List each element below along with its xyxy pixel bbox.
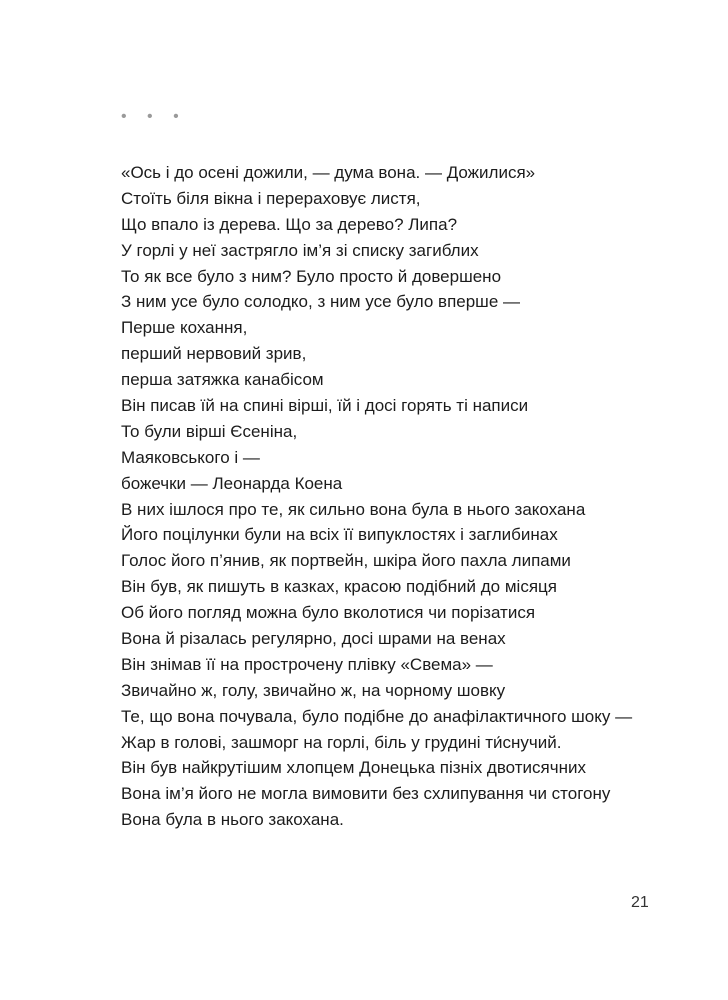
poem-line: «Ось і до осені дожили, — дума вона. — Дожилися»: [121, 163, 536, 182]
poem-line: перша затяжка канабісом: [121, 370, 324, 390]
poem-line: перший нервовий зрив,: [121, 344, 307, 364]
poem-text: [121, 160, 711, 833]
poem-line: У горлі у неї застрягло ім’я зі списку загиблих: [121, 240, 479, 260]
poem-line: Вона була в нього закохана.: [121, 810, 344, 830]
poem-line: То як все було з ним? Було просто й довершено: [121, 266, 502, 286]
poem-line: Він знімав її на прострочену плівку «Свема» —: [121, 654, 493, 674]
poem-line: То були вірші Єсеніна,: [121, 421, 298, 441]
poem-line: Вона й різалась регулярно, досі шрами на венах: [121, 629, 506, 649]
poem-line: Об його погляд можна було вколотися чи порізатися: [121, 603, 536, 623]
poem-line: Стоїть біля вікна і перераховує листя,: [121, 188, 421, 208]
poem-line: Вона ім’я його не могла вимовити без схлипування чи стогону: [121, 784, 611, 804]
poem-line: Перше кохання,: [121, 318, 248, 338]
poem-line: Він писав їй на спині вірші, їй і досі горять ті написи: [121, 396, 529, 416]
poem-line: Він був, як пишуть в казках, красою подібний до місяця: [121, 577, 557, 597]
poem-line: Жар в голові, зашморг на горлі, біль у грудині ти́снучий.: [121, 732, 562, 752]
poem-line: З ним усе було солодко, з ним усе було вперше —: [121, 292, 521, 312]
poem-line: Те, що вона почувала, було подібне до анафілактичного шоку —: [121, 706, 633, 726]
poem-line: Його поцілунки були на всіх її випуклостях і заглибинах: [121, 525, 558, 545]
poem-line: Він був найкрутішим хлопцем Донецька пізніх двотисячних: [121, 758, 586, 778]
page-number: 21: [631, 894, 649, 911]
poem-line: Голос його п’янив, як портвейн, шкіра його пахла липами: [121, 551, 571, 571]
poem-line: божечки — Леонарда Коена: [121, 473, 343, 493]
poem-line: В них ішлося про те, як сильно вона була в нього закохана: [121, 499, 586, 519]
poem-line: Звичайно ж, голу, звичайно ж, на чорному шовку: [121, 680, 506, 700]
section-divider: • • •: [121, 108, 187, 125]
poem-line: Що впало із дерева. Що за дерево? Липа?: [121, 214, 458, 234]
poem-line: Маяковського і —: [121, 447, 260, 467]
